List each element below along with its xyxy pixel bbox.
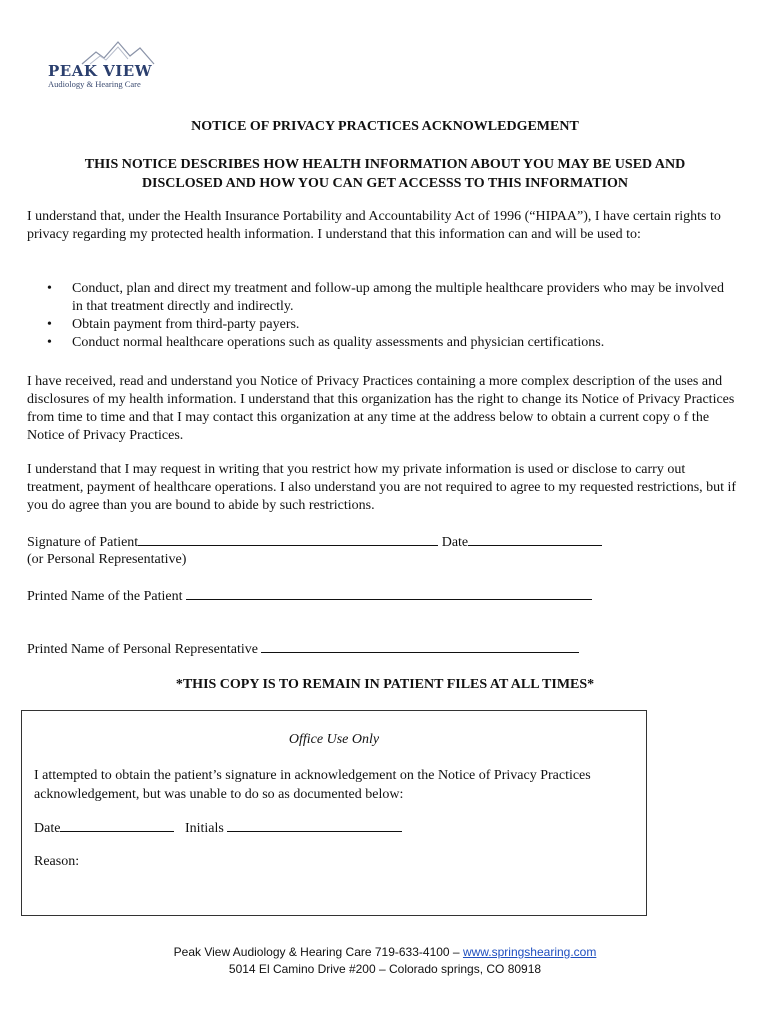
office-date-label: Date — [34, 821, 61, 836]
printed-rep-label: Printed Name of Personal Representative — [27, 642, 258, 657]
office-reason-label: Reason: — [34, 854, 80, 869]
list-item: • Conduct normal healthcare operations such as quality assessments and physician certifications. — [45, 334, 725, 352]
office-initials-label: Initials — [184, 821, 224, 836]
printed-patient-row — [27, 587, 592, 606]
printed-patient-label: Printed Name of the Patient — [27, 589, 183, 604]
printed-patient-field[interactable] — [186, 587, 592, 600]
office-date-field[interactable] — [60, 819, 174, 832]
signature-field[interactable] — [138, 533, 438, 546]
rights-list — [45, 280, 725, 352]
printed-rep-row — [27, 640, 579, 659]
restriction-paragraph: I understand that I may request in writing that you restrict how my private information is used or disclose to carry out treatment, payment of healthcare operations. I also understand you are not required to agree to my requested restrictions, but if you do agree than you are bound to abide by such restrictions. — [27, 462, 737, 513]
office-title: Office Use Only — [288, 732, 380, 747]
date-field[interactable] — [468, 533, 602, 546]
company-logo — [44, 38, 184, 90]
website-link[interactable]: www.springshearing.com — [462, 945, 597, 959]
intro-paragraph: I understand that, under the Health Insurance Portability and Accountability Act of 1996 (“HIPAA”), I have certain rights to privacy regarding my protected health information. I understand that this information can and will be used to: — [27, 209, 721, 242]
signature-label: Signature of Patient — [27, 535, 139, 550]
office-initials-field[interactable] — [227, 819, 402, 832]
page-title: NOTICE OF PRIVACY PRACTICES ACKNOWLEDGEMENT — [191, 119, 579, 134]
date-label: Date — [441, 535, 469, 550]
footer-contact — [0, 944, 770, 961]
footer-address: 5014 El Camino Drive #200 – Colorado springs, CO 80918 — [228, 962, 542, 976]
office-date-row — [34, 819, 402, 837]
office-text: I attempted to obtain the patient’s signature in acknowledgement on the Notice of Privacy Practices acknowledgement, but was unable to do so as documented below: — [34, 768, 591, 802]
notice-subtitle: THIS NOTICE DESCRIBES HOW HEALTH INFORMATION ABOUT YOU MAY BE USED AND DISCLOSED AND HOW YOU CAN GET ACCESSS TO THIS INFORMATION — [84, 157, 686, 191]
acknowledgement-paragraph: I have received, read and understand you Notice of Privacy Practices containing a more complex description of the uses and disclosures of my health information. I understand that this organization has the right to change its Notice of Privacy Practices from time to time and that I may contact this organization at any time at the address below to obtain a current copy o f the Notice of Privacy Practices. — [27, 374, 735, 443]
signature-row — [27, 533, 602, 552]
logo-tagline: Audiology & Hearing Care — [48, 79, 141, 89]
list-item: • Obtain payment from third-party payers. — [45, 316, 725, 334]
printed-rep-field[interactable] — [261, 640, 579, 653]
footer-contact-text: Peak View Audiology & Hearing Care 719-633-4100 – — [173, 945, 463, 959]
list-item: • Conduct, plan and direct my treatment and follow-up among the multiple healthcare providers who may be involved in that treatment directly and indirectly. — [45, 280, 725, 316]
remain-notice: *THIS COPY IS TO REMAIN IN PATIENT FILES AT ALL TIMES* — [175, 677, 595, 692]
logo-name: PEAK VIEW — [48, 62, 153, 80]
representative-note: (or Personal Representative) — [27, 552, 187, 567]
office-use-box — [21, 710, 647, 916]
